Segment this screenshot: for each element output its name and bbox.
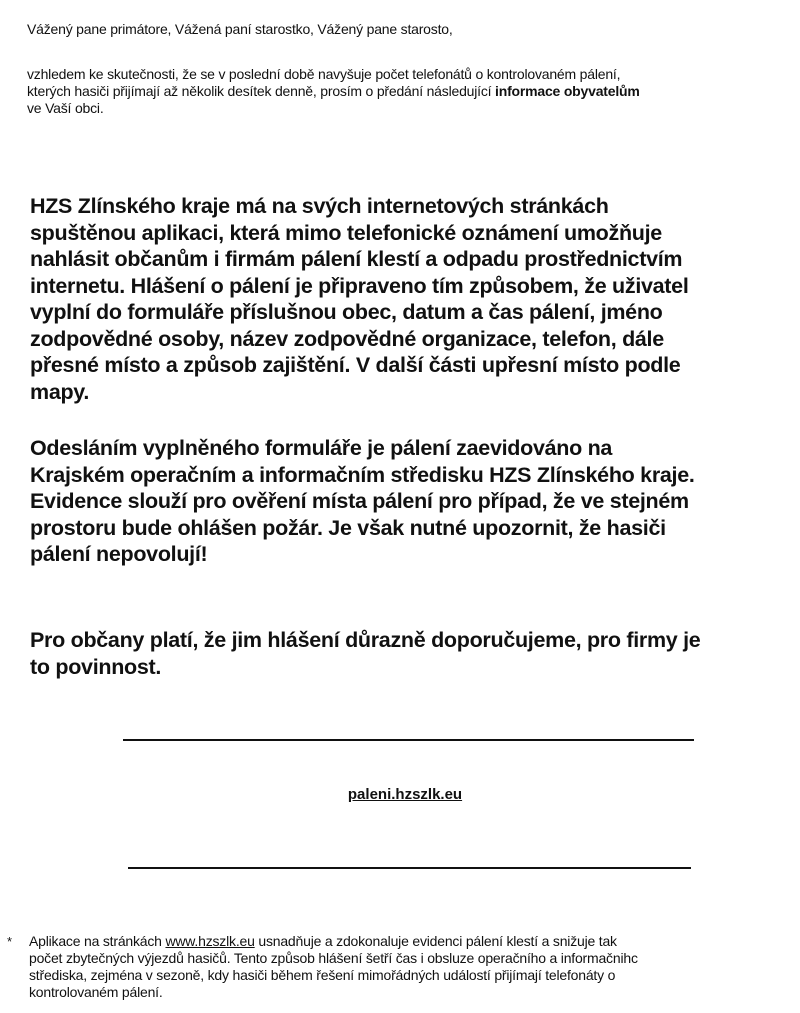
bottom-divider	[128, 867, 691, 869]
p1-line: vyplní do formuláře příslušnou obec, datum a čas pálení, jméno	[30, 300, 663, 324]
p1-line: HZS Zlínského kraje má na svých internetových stránkách	[30, 194, 609, 218]
top-divider	[123, 739, 694, 741]
p2-line: Odesláním vyplněného formuláře je pálení zaevidováno na	[30, 436, 613, 460]
salutation: Vážený pane primátore, Vážená paní starostko, Vážený pane starosto,	[27, 21, 453, 37]
footnote-text: Aplikace na stránkách	[29, 933, 166, 949]
p1-line: mapy.	[30, 379, 90, 404]
paragraph-application-info	[30, 193, 689, 405]
paleni-link[interactable]: paleni.hzszlk.eu	[347, 786, 463, 803]
footnote-line-1	[29, 933, 800, 950]
p1-line: spuštěnou aplikaci, která mimo telefonické oznámení umožňuje	[30, 220, 662, 245]
footnote-line-2: počet zbytečných výjezdů hasičů. Tento způsob hlášení šetří čas i obsluze operačního a informačnihc	[29, 950, 638, 966]
footnote	[29, 933, 800, 1001]
paragraph-obligation-info	[30, 627, 700, 680]
p3-line: to povinnost.	[30, 654, 162, 679]
footnote-marker: *	[7, 934, 12, 949]
footnote-text: usnadňuje a zdokonaluje evidenci pálení klestí a snižuje tak	[254, 933, 617, 949]
hzszlk-link[interactable]: www.hzszlk.eu	[165, 933, 255, 949]
paragraph-registration-info	[30, 435, 695, 568]
footnote-line-4: kontrolovaném pálení.	[29, 984, 163, 1000]
p2-line: Evidence slouží pro ověření místa pálení pro případ, že ve stejném	[30, 489, 689, 513]
p2-line: pálení nepovolují!	[30, 542, 208, 566]
intro-line-3: ve Vaší obci.	[27, 100, 104, 116]
intro-paragraph	[27, 66, 800, 117]
p3-line: Pro občany platí, že jim hlášení důrazně doporučujeme, pro firmy je	[30, 628, 701, 652]
p1-line: nahlásit občanům i firmám pálení klestí a odpadu prostřednictvím	[30, 247, 683, 271]
footnote-line-3: střediska, zejména v sezoně, kdy hasiči během řešení mimořádných událostí přijímají telefonáty o	[29, 967, 616, 983]
intro-bold-highlight: informace obyvatelům	[495, 83, 640, 99]
p1-line: přesné místo a způsob zajištění. V další části upřesní místo podle	[30, 353, 681, 377]
center-link-container	[0, 786, 800, 804]
p2-line: prostoru bude ohlášen požár. Je však nutné upozornit, že hasiči	[30, 515, 666, 540]
p1-line: internetu. Hlášení o pálení je připraveno tím způsobem, že uživatel	[30, 273, 689, 298]
intro-line-2	[27, 83, 800, 100]
p2-line: Krajském operačním a informačním středisku HZS Zlínského kraje.	[30, 462, 695, 487]
intro-line-2-text: kterých hasiči přijímají až několik desítek denně, prosím o předání následující	[27, 83, 496, 99]
intro-line-1: vzhledem ke skutečnosti, že se v poslední době navyšuje počet telefonátů o kontrolovaném pálení,	[27, 66, 621, 82]
p1-line: zodpovědné osoby, název zodpovědné organizace, telefon, dále	[30, 326, 664, 351]
